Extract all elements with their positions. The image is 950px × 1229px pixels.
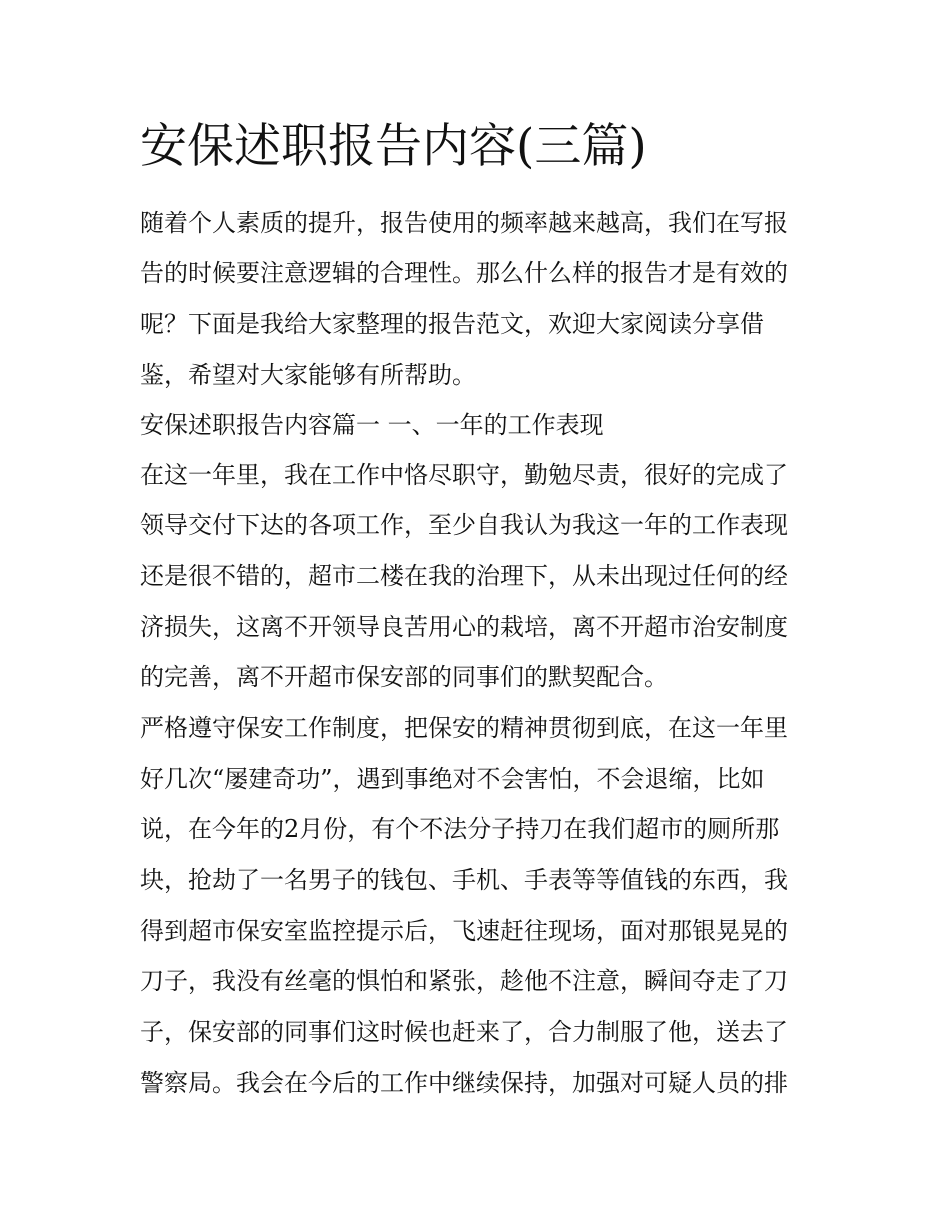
text-line: 好几次“屡建奇功”，遇到事绝对不会害怕，不会退缩，比如 <box>140 765 765 793</box>
text-line: 鉴，希望对大家能够有所帮助。 <box>140 361 476 389</box>
text-line: 领导交付下达的各项工作，至少自我认为我这一年的工作表现 <box>140 511 788 539</box>
section-heading: 安保述职报告内容篇一 一、一年的工作表现 <box>140 411 604 439</box>
text-line: 告的时候要注意逻辑的合理性。那么什么样的报告才是有效的 <box>140 259 788 287</box>
text-line: 的完善，离不开超市保安部的同事们的默契配合。 <box>140 663 668 691</box>
text-line: 刀子，我没有丝毫的惧怕和紧张，趁他不注意，瞬间夺走了刀 <box>140 967 788 995</box>
text-line: 还是很不错的，超市二楼在我的治理下，从未出现过任何的经 <box>140 562 788 590</box>
text-line: 块，抢劫了一名男子的钱包、手机、手表等等值钱的东西，我 <box>140 866 788 894</box>
text-line: 随着个人素质的提升，报告使用的频率越来越高，我们在写报 <box>140 209 788 237</box>
text-line: 呢？下面是我给大家整理的报告范文，欢迎大家阅读分享借 <box>140 310 764 338</box>
text-line: 说，在今年的2月份，有个不法分子持刀在我们超市的厕所那 <box>140 815 780 843</box>
text-line: 警察局。我会在今后的工作中继续保持，加强对可疑人员的排 <box>140 1069 788 1097</box>
document-title: 安保述职报告内容(三篇) <box>140 119 647 174</box>
text-line: 在这一年里，我在工作中恪尽职守，勤勉尽责，很好的完成了 <box>140 461 788 489</box>
text-line: 得到超市保安室监控提示后，飞速赶往现场，面对那银晃晃的 <box>140 917 788 945</box>
text-line: 子，保安部的同事们这时候也赶来了，合力制服了他，送去了 <box>140 1018 788 1046</box>
text-line: 严格遵守保安工作制度，把保安的精神贯彻到底，在这一年里 <box>140 714 788 742</box>
text-line: 济损失，这离不开领导良苦用心的栽培，离不开超市治安制度 <box>140 613 788 641</box>
